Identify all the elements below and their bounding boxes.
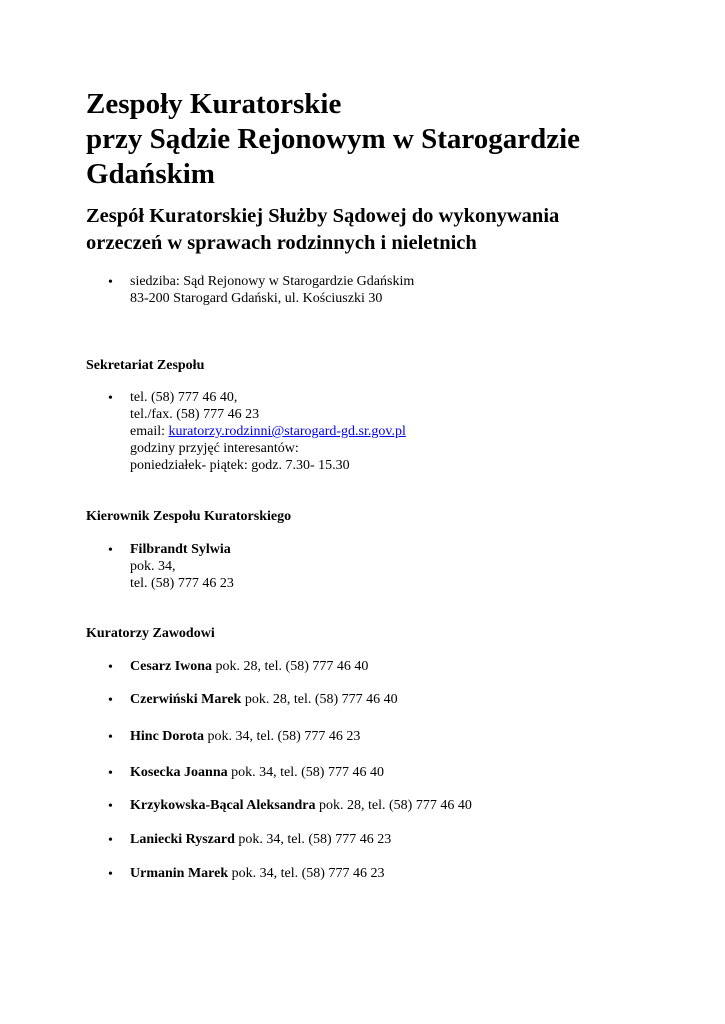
curator-details: pok. 28, tel. (58) 777 46 40: [315, 798, 472, 813]
manager-name: Filbrandt Sylwia: [130, 542, 231, 557]
email-link[interactable]: kuratorzy.rodzinni@starogard-gd.sr.gov.pl: [168, 424, 406, 439]
list-item: [130, 831, 391, 848]
list-item: [130, 691, 398, 708]
curator-details: pok. 28, tel. (58) 777 46 40: [241, 692, 398, 707]
manager-contact: [130, 541, 234, 592]
curator-name: Hinc Dorota: [130, 729, 205, 744]
list-item: [130, 658, 368, 675]
manager-tel: tel. (58) 777 46 23: [130, 576, 234, 591]
list-item: [130, 797, 472, 814]
secretariat-tel: tel. (58) 777 46 40,: [130, 390, 238, 405]
email-label: email:: [130, 424, 169, 439]
bullet: [108, 659, 118, 676]
bullet: [108, 832, 118, 849]
curator-details: pok. 34, tel. (58) 777 46 23: [204, 729, 361, 744]
page-title-line-2: przy Sądzie Rejonowym w Starogardzie: [86, 123, 581, 155]
curators-heading: Kuratorzy Zawodowi: [86, 626, 215, 641]
seat-line-1: siedziba: Sąd Rejonowy w Starogardzie Gdańskim: [130, 274, 415, 289]
secretariat-hours-label: godziny przyjęć interesantów:: [130, 441, 299, 456]
manager-heading: Kierownik Zespołu Kuratorskiego: [86, 509, 292, 524]
secretariat-telfax: tel./fax. (58) 777 46 23: [130, 407, 260, 422]
page-subtitle: [86, 203, 559, 257]
list-item: [130, 728, 360, 745]
curator-details: pok. 34, tel. (58) 777 46 40: [227, 765, 384, 780]
curator-name: Czerwiński Marek: [130, 692, 242, 707]
page-subtitle-line-2: orzeczeń w sprawach rodzinnych i nieletnich: [86, 232, 477, 254]
page-title-line-3: Gdańskim: [86, 158, 215, 190]
page-title-line-1: Zespoły Kuratorskie: [86, 88, 342, 120]
curator-name: Cesarz Iwona: [130, 659, 213, 674]
bullet: [108, 274, 118, 291]
curator-name: Kosecka Joanna: [130, 765, 228, 780]
bullet: [108, 729, 118, 746]
curator-details: pok. 34, tel. (58) 777 46 23: [228, 866, 385, 881]
manager-name-line: [130, 541, 234, 558]
secretariat-contact: [130, 389, 406, 474]
bullet: [108, 765, 118, 782]
curator-name: Krzykowska-Bącal Aleksandra: [130, 798, 316, 813]
seat-line-2: 83-200 Starogard Gdański, ul. Kościuszki 30: [130, 291, 383, 306]
bullet: [108, 866, 118, 883]
curator-details: pok. 28, tel. (58) 777 46 40: [212, 659, 369, 674]
page-subtitle-line-1: Zespół Kuratorskiej Służby Sądowej do wykonywania: [86, 205, 560, 227]
bullet: [108, 542, 118, 559]
curator-name: Laniecki Ryszard: [130, 832, 235, 847]
bullet: [108, 692, 118, 709]
secretariat-email-line: [130, 423, 406, 440]
page-title: [86, 87, 580, 192]
bullet: [108, 798, 118, 815]
secretariat-hours: poniedziałek- piątek: godz. 7.30- 15.30: [130, 458, 350, 473]
bullet: [108, 390, 118, 407]
secretariat-heading: Sekretariat Zespołu: [86, 358, 205, 373]
manager-room: pok. 34,: [130, 559, 176, 574]
curator-details: pok. 34, tel. (58) 777 46 23: [234, 832, 392, 847]
curator-name: Urmanin Marek: [130, 866, 229, 881]
list-item: [130, 764, 384, 781]
seat-address: [130, 273, 414, 307]
list-item: [130, 865, 384, 882]
